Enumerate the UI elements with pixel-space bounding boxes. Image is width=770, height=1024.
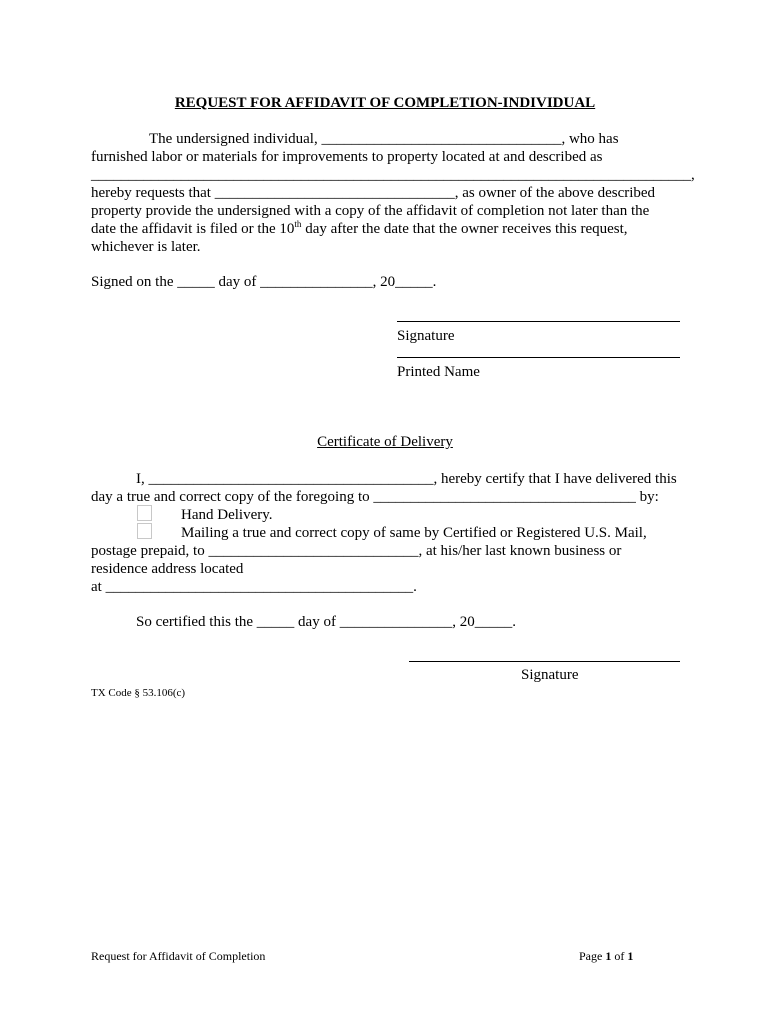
page-current: 1 (605, 949, 612, 963)
certificate-line-5: residence address located (91, 561, 244, 577)
printed-name-label: Printed Name (397, 364, 480, 380)
page-of: of (611, 949, 628, 963)
request-line-6-text: date the affidavit is filed or the 10 (91, 221, 295, 237)
request-line-3: ________________________________________________________________________________, (91, 167, 695, 183)
page-prefix: Page (579, 949, 606, 963)
printed-name-rule (397, 357, 680, 358)
page-total: 1 (627, 949, 634, 963)
signature-label: Signature (397, 328, 455, 344)
hand-delivery-label: Hand Delivery. (181, 507, 273, 523)
mail-delivery-checkbox[interactable] (137, 523, 152, 539)
request-line-4: hereby requests that ________________________________, as owner of the above described (91, 185, 656, 201)
certificate-line-2: day a true and correct copy of the foregoing to ___________________________________ by: (91, 489, 659, 505)
certificate-line-1: I, ______________________________________, hereby certify that I have delivered this (136, 471, 677, 487)
ordinal-suffix: th (294, 219, 302, 229)
request-line-2: furnished labor or materials for improvements to property located at and described as (91, 149, 603, 165)
certificate-signature-rule (409, 661, 680, 662)
certificate-heading: Certificate of Delivery (317, 434, 453, 450)
hand-delivery-checkbox[interactable] (137, 505, 152, 521)
certificate-line-4: postage prepaid, to ____________________________, at his/her last known business or (91, 543, 622, 559)
request-line-6 (91, 220, 628, 238)
footer-document-name: Request for Affidavit of Completion (91, 949, 266, 963)
mail-delivery-label: Mailing a true and correct copy of same by Certified or Registered U.S. Mail, (181, 525, 647, 541)
signature-rule (397, 321, 680, 322)
certificate-signature-label: Signature (521, 667, 579, 683)
signed-on-line: Signed on the _____ day of _______________, 20_____. (91, 274, 437, 290)
request-line-7: whichever is later. (91, 239, 201, 255)
code-reference: TX Code § 53.106(c) (91, 687, 186, 699)
certified-line: So certified this the _____ day of _______________, 20_____. (136, 614, 516, 630)
document-title: REQUEST FOR AFFIDAVIT OF COMPLETION-INDIVIDUAL (174, 95, 596, 111)
request-line-1: The undersigned individual, ________________________________, who has (149, 131, 619, 147)
request-line-6-rest: day after the date that the owner receives this request, (301, 221, 628, 237)
page-number (579, 949, 633, 964)
request-line-5: property provide the undersigned with a copy of the affidavit of completion not later than the (91, 203, 650, 219)
certificate-line-6: at _________________________________________. (91, 579, 417, 595)
